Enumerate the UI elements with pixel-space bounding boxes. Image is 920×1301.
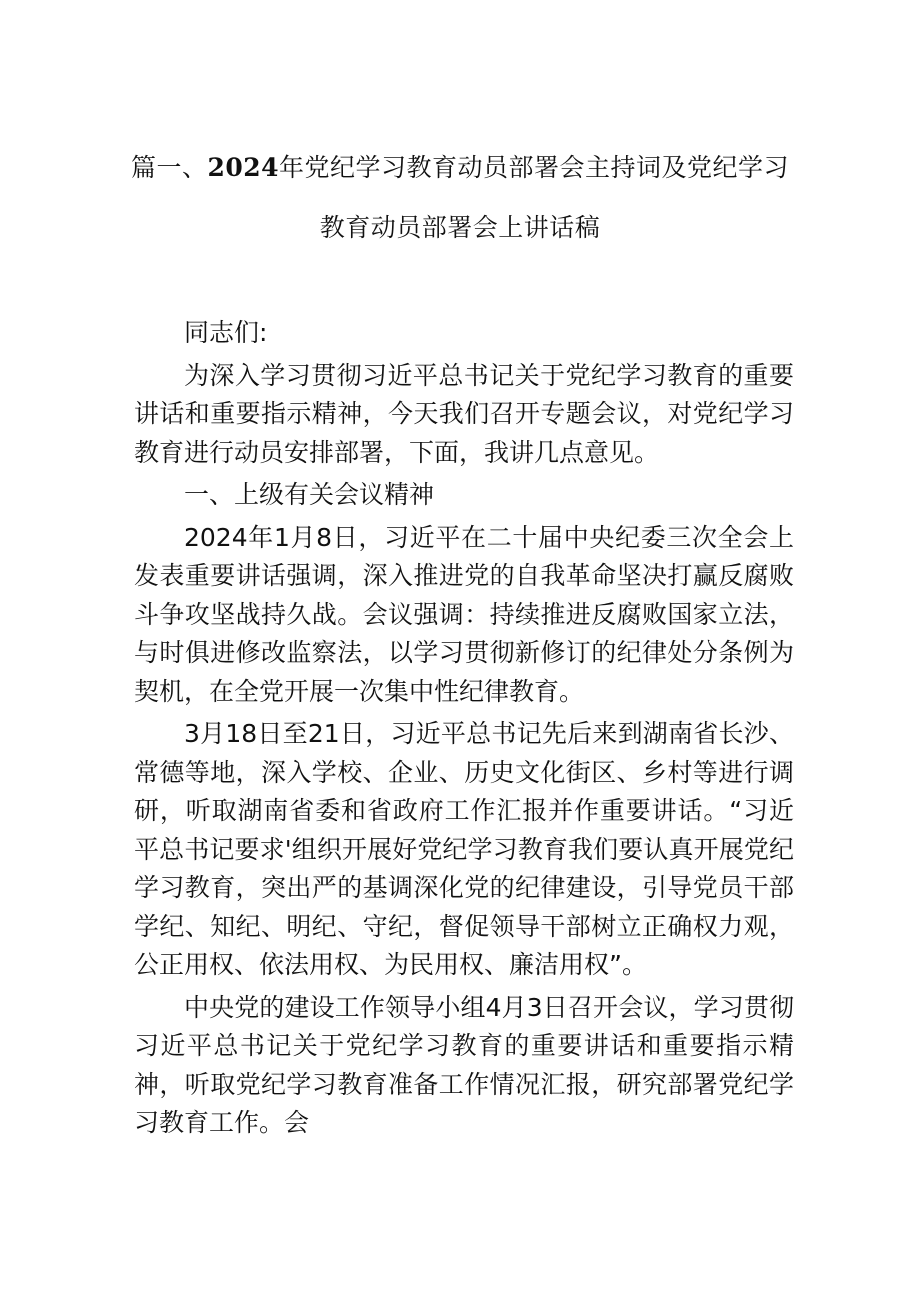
document-title-line-1 (0, 153, 920, 183)
salutation: 同志们: (184, 318, 268, 347)
section-heading: 一、上级有关会议精神 (184, 480, 435, 509)
document-title-line-2: 教育动员部署会上讲话稿 (319, 213, 601, 242)
document-body (134, 314, 794, 1143)
paragraph: 中央党的建设工作领导小组4月3日召开会议，学习贯彻习近平总书记关于党纪学习教育的重要讲话和重要指示精神，听取党纪学习教育准备工作情况汇报，研究部署党纪学习教育工作。会 (134, 992, 794, 1137)
title-year: 2024 (207, 153, 280, 182)
title-rest: 年党纪学习教育动员部署会主持词及党纪学习 (279, 153, 790, 182)
paragraph-intro: 为深入学习贯彻习近平总书记关于党纪学习教育的重要讲话和重要指示精神，今天我们召开专题会议，对党纪学习教育进行动员安排部署，下面，我讲几点意见。 (134, 360, 794, 467)
paragraph: 3月18日至21日，习近平总书记先后来到湖南省长沙、常德等地，深入学校、企业、历史文化街区、乡村等进行调研，听取湖南省委和省政府工作汇报并作重要讲话。“习近平总书记要求'组织开展好党纪学习教育我们要认真开展党纪学习教育，突出严的基调深化党的纪律建设，引导党员干部学纪、知纪、明纪、守纪，督促领导干部树立正确权力观，公正用权、依法用权、为民用权、廉洁用权”。 (134, 719, 794, 979)
paragraph: 2024年1月8日，习近平在二十届中央纪委三次全会上发表重要讲话强调，深入推进党的自我革命坚决打赢反腐败斗争攻坚战持久战。会议强调：持续推进反腐败国家立法，与时俱进修改监察法，以学习贯彻新修订的纪律处分条例为契机，在全党开展一次集中性纪律教育。 (134, 522, 794, 706)
title-prefix: 篇一、 (130, 153, 208, 182)
